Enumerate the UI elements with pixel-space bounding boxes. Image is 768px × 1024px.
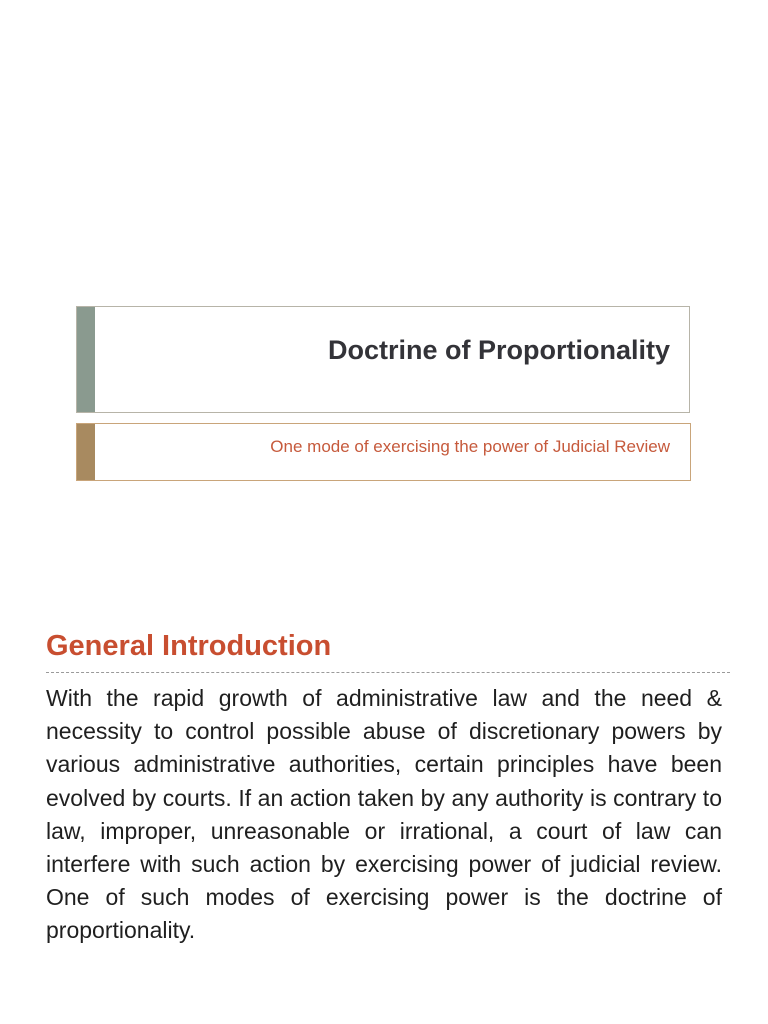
section-divider (46, 672, 730, 673)
title-accent-bar (77, 307, 95, 412)
subtitle-accent-bar (77, 424, 95, 480)
subtitle-box (76, 423, 691, 481)
slide-title: Doctrine of Proportionality (327, 335, 670, 365)
body-paragraph: With the rapid growth of administrative law and the need & necessity to control possible abuse of discretionary powers by various administrative authorities, certain principles have been evolved by courts. If an action taken by any authority is contrary to law, improper, unreasonable or irrational, a court of law can interfere with such action by exercising power of judicial review. One of such modes of exercising power is the doctrine of proportionality. (46, 685, 722, 944)
slide-subtitle: One mode of exercising the power of Judicial Review (270, 437, 670, 456)
section-heading: General Introduction (46, 630, 332, 662)
title-box (76, 306, 690, 413)
